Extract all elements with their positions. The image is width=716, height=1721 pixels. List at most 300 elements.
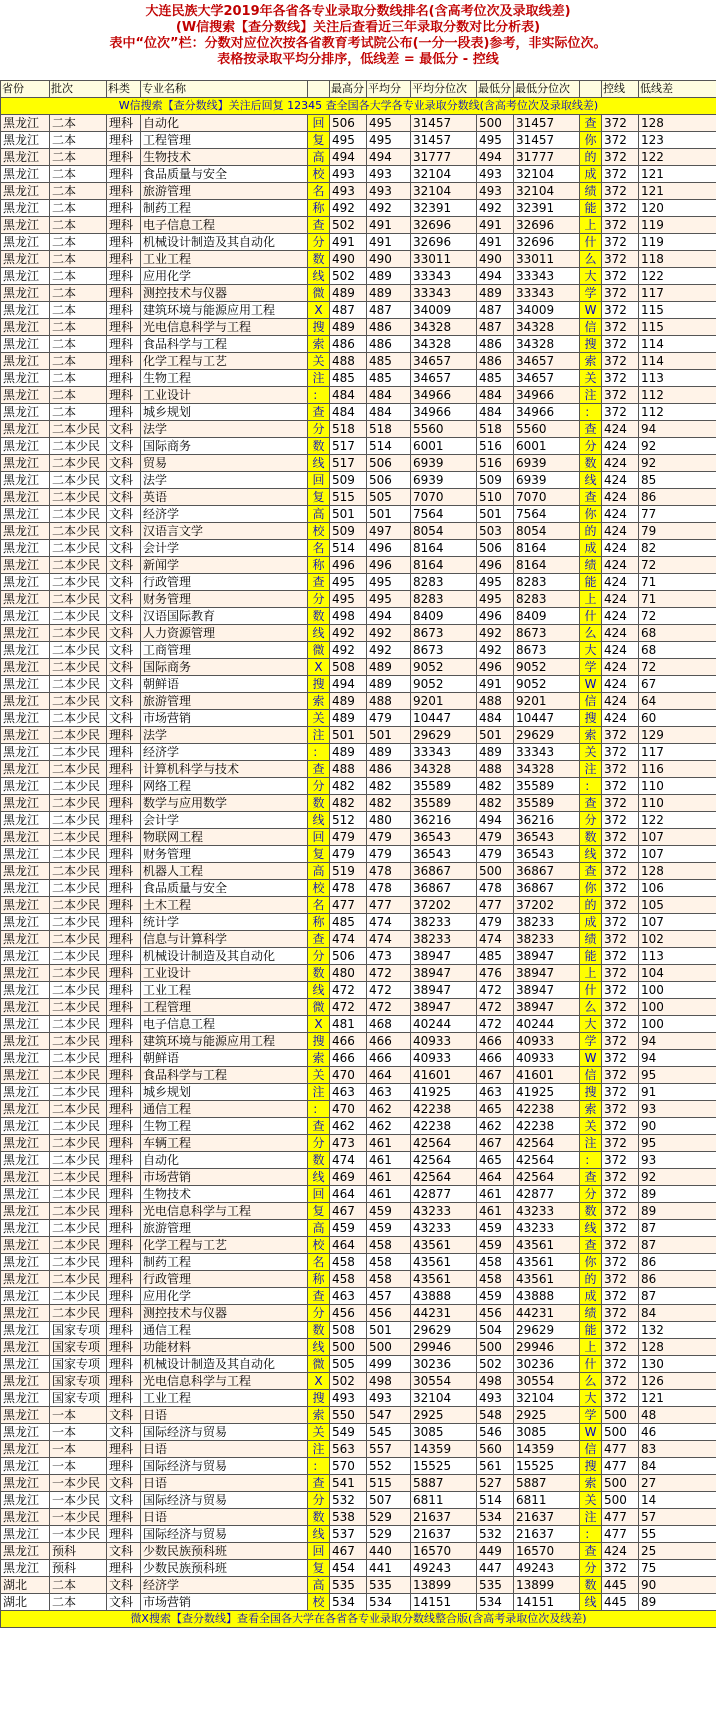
cell-min: 479 xyxy=(477,829,514,846)
cell-avg-rank: 32104 xyxy=(411,166,477,183)
cell-avg-rank: 34966 xyxy=(411,387,477,404)
cell-low-diff: 87 xyxy=(639,1237,716,1254)
side-ad-right-char: 成 xyxy=(580,1288,602,1305)
side-ad-left-char: 数 xyxy=(308,1509,330,1526)
side-ad-right-char: 索 xyxy=(580,727,602,744)
cell-control-line: 500 xyxy=(602,1424,639,1441)
table-row xyxy=(1,1237,716,1254)
cell-min-rank: 34328 xyxy=(514,336,580,353)
cell-max: 488 xyxy=(330,353,367,370)
cell-avg-rank: 34328 xyxy=(411,761,477,778)
table-row xyxy=(1,1594,716,1611)
cell-min-rank: 21637 xyxy=(514,1526,580,1543)
cell-max: 482 xyxy=(330,795,367,812)
cell-min-rank: 34966 xyxy=(514,387,580,404)
side-ad-right-char: 查 xyxy=(580,421,602,438)
cell-category: 理科 xyxy=(107,1288,141,1305)
cell-avg: 472 xyxy=(367,965,411,982)
cell-min-rank: 43561 xyxy=(514,1237,580,1254)
cell-control-line: 500 xyxy=(602,1492,639,1509)
cell-avg-rank: 38947 xyxy=(411,999,477,1016)
side-ad-left-char: 高 xyxy=(308,506,330,523)
cell-category: 文科 xyxy=(107,693,141,710)
cell-control-line: 372 xyxy=(602,1220,639,1237)
cell-control-line: 424 xyxy=(602,506,639,523)
cell-low-diff: 115 xyxy=(639,302,716,319)
cell-min: 459 xyxy=(477,1288,514,1305)
cell-province: 黑龙江 xyxy=(1,1169,50,1186)
side-ad-left-char: 线 xyxy=(308,1526,330,1543)
cell-control-line: 372 xyxy=(602,829,639,846)
side-ad-left-char: 称 xyxy=(308,200,330,217)
cell-low-diff: 60 xyxy=(639,710,716,727)
cell-major: 城乡规划 xyxy=(141,1084,308,1101)
cell-low-diff: 93 xyxy=(639,1101,716,1118)
cell-avg-rank: 8673 xyxy=(411,625,477,642)
cell-province: 黑龙江 xyxy=(1,166,50,183)
cell-batch: 二本少民 xyxy=(50,1135,107,1152)
cell-min-rank: 44231 xyxy=(514,1305,580,1322)
cell-major: 食品科学与工程 xyxy=(141,336,308,353)
cell-avg-rank: 7564 xyxy=(411,506,477,523)
cell-avg: 440 xyxy=(367,1543,411,1560)
side-ad-left-char: 高 xyxy=(308,149,330,166)
cell-avg-rank: 8054 xyxy=(411,523,477,540)
side-ad-left-char: 查 xyxy=(308,761,330,778)
cell-major: 应用化学 xyxy=(141,1288,308,1305)
cell-avg-rank: 8283 xyxy=(411,591,477,608)
cell-avg: 487 xyxy=(367,302,411,319)
cell-low-diff: 68 xyxy=(639,625,716,642)
side-ad-right-char: 关 xyxy=(580,1492,602,1509)
cell-avg: 486 xyxy=(367,336,411,353)
score-table xyxy=(0,80,716,1628)
cell-avg: 499 xyxy=(367,1356,411,1373)
cell-min-rank: 34966 xyxy=(514,404,580,421)
cell-province: 黑龙江 xyxy=(1,1441,50,1458)
cell-avg: 501 xyxy=(367,727,411,744)
cell-min-rank: 31457 xyxy=(514,115,580,132)
cell-major: 日语 xyxy=(141,1407,308,1424)
cell-control-line: 372 xyxy=(602,778,639,795)
side-ad-right-char: 索 xyxy=(580,1101,602,1118)
cell-batch: 二本少民 xyxy=(50,761,107,778)
cell-min: 506 xyxy=(477,540,514,557)
cell-low-diff: 110 xyxy=(639,778,716,795)
table-row xyxy=(1,1305,716,1322)
cell-max: 550 xyxy=(330,1407,367,1424)
cell-min: 464 xyxy=(477,1169,514,1186)
cell-min-rank: 43233 xyxy=(514,1220,580,1237)
table-row xyxy=(1,557,716,574)
side-ad-left-char: 回 xyxy=(308,115,330,132)
cell-avg: 488 xyxy=(367,693,411,710)
cell-max: 489 xyxy=(330,744,367,761)
side-ad-left-char: 分 xyxy=(308,234,330,251)
cell-category: 理科 xyxy=(107,1033,141,1050)
cell-avg-rank: 43561 xyxy=(411,1254,477,1271)
cell-category: 理科 xyxy=(107,166,141,183)
cell-province: 黑龙江 xyxy=(1,1186,50,1203)
table-row xyxy=(1,302,716,319)
cell-batch: 二本 xyxy=(50,166,107,183)
cell-low-diff: 123 xyxy=(639,132,716,149)
cell-min: 459 xyxy=(477,1220,514,1237)
cell-province: 黑龙江 xyxy=(1,999,50,1016)
col-header-min-rank: 最低分位次 xyxy=(514,81,580,98)
cell-province: 黑龙江 xyxy=(1,115,50,132)
cell-category: 理科 xyxy=(107,1016,141,1033)
cell-major: 统计学 xyxy=(141,914,308,931)
cell-province: 黑龙江 xyxy=(1,217,50,234)
cell-province: 黑龙江 xyxy=(1,1356,50,1373)
cell-max: 496 xyxy=(330,557,367,574)
cell-max: 506 xyxy=(330,948,367,965)
cell-major: 电子信息工程 xyxy=(141,217,308,234)
cell-min-rank: 41925 xyxy=(514,1084,580,1101)
cell-min-rank: 38233 xyxy=(514,914,580,931)
cell-province: 黑龙江 xyxy=(1,693,50,710)
side-ad-left-char: 数 xyxy=(308,795,330,812)
table-row xyxy=(1,1322,716,1339)
cell-min: 465 xyxy=(477,1152,514,1169)
cell-avg: 493 xyxy=(367,183,411,200)
cell-province: 黑龙江 xyxy=(1,1492,50,1509)
cell-min-rank: 38947 xyxy=(514,982,580,999)
cell-category: 理科 xyxy=(107,727,141,744)
cell-category: 理科 xyxy=(107,1339,141,1356)
cell-avg-rank: 37202 xyxy=(411,897,477,914)
cell-category: 理科 xyxy=(107,829,141,846)
cell-major: 国际经济与贸易 xyxy=(141,1492,308,1509)
table-row xyxy=(1,353,716,370)
cell-major: 市场营销 xyxy=(141,1594,308,1611)
side-ad-left-char: 注 xyxy=(308,1441,330,1458)
cell-min-rank: 49243 xyxy=(514,1560,580,1577)
cell-min-rank: 29946 xyxy=(514,1339,580,1356)
cell-batch: 二本少民 xyxy=(50,1101,107,1118)
table-row xyxy=(1,982,716,999)
side-ad-left-char: 注 xyxy=(308,1084,330,1101)
table-row xyxy=(1,1390,716,1407)
cell-control-line: 372 xyxy=(602,353,639,370)
cell-avg-rank: 43561 xyxy=(411,1237,477,1254)
cell-category: 理科 xyxy=(107,149,141,166)
side-ad-right-char: 成 xyxy=(580,540,602,557)
side-ad-right-char: 查 xyxy=(580,863,602,880)
cell-max: 456 xyxy=(330,1305,367,1322)
cell-category: 理科 xyxy=(107,319,141,336)
cell-max: 515 xyxy=(330,489,367,506)
table-row xyxy=(1,625,716,642)
cell-province: 黑龙江 xyxy=(1,1560,50,1577)
cell-batch: 二本少民 xyxy=(50,1254,107,1271)
cell-control-line: 372 xyxy=(602,1560,639,1577)
cell-min-rank: 42238 xyxy=(514,1118,580,1135)
side-ad-left-char: 名 xyxy=(308,1254,330,1271)
cell-min-rank: 40933 xyxy=(514,1050,580,1067)
side-ad-left-char: 高 xyxy=(308,1577,330,1594)
cell-batch: 一本少民 xyxy=(50,1526,107,1543)
cell-min: 472 xyxy=(477,982,514,999)
cell-low-diff: 84 xyxy=(639,1305,716,1322)
cell-min: 488 xyxy=(477,693,514,710)
cell-max: 514 xyxy=(330,540,367,557)
cell-batch: 二本 xyxy=(50,183,107,200)
cell-category: 理科 xyxy=(107,1050,141,1067)
side-ad-right-char: 大 xyxy=(580,1016,602,1033)
cell-max: 537 xyxy=(330,1526,367,1543)
cell-province: 黑龙江 xyxy=(1,1543,50,1560)
cell-control-line: 372 xyxy=(602,183,639,200)
cell-min-rank: 7564 xyxy=(514,506,580,523)
cell-min: 467 xyxy=(477,1067,514,1084)
cell-control-line: 372 xyxy=(602,1271,639,1288)
cell-max: 502 xyxy=(330,217,367,234)
cell-min: 495 xyxy=(477,132,514,149)
side-ad-left-char: X xyxy=(308,302,330,319)
cell-province: 黑龙江 xyxy=(1,1135,50,1152)
cell-low-diff: 46 xyxy=(639,1424,716,1441)
cell-min: 501 xyxy=(477,506,514,523)
cell-min: 447 xyxy=(477,1560,514,1577)
cell-batch: 二本 xyxy=(50,1577,107,1594)
cell-major: 会计学 xyxy=(141,812,308,829)
side-ad-right-char: 搜 xyxy=(580,1458,602,1475)
side-ad-left-char: 搜 xyxy=(308,1033,330,1050)
cell-major: 工业工程 xyxy=(141,1390,308,1407)
cell-major: 机械设计制造及其自动化 xyxy=(141,234,308,251)
side-ad-right-char: 的 xyxy=(580,149,602,166)
cell-max: 501 xyxy=(330,727,367,744)
cell-low-diff: 89 xyxy=(639,1203,716,1220)
cell-low-diff: 107 xyxy=(639,846,716,863)
cell-province: 黑龙江 xyxy=(1,421,50,438)
cell-control-line: 372 xyxy=(602,999,639,1016)
cell-max: 490 xyxy=(330,251,367,268)
cell-min-rank: 5560 xyxy=(514,421,580,438)
cell-min-rank: 43233 xyxy=(514,1203,580,1220)
cell-avg-rank: 5560 xyxy=(411,421,477,438)
cell-min-rank: 32696 xyxy=(514,234,580,251)
side-ad-right-char: 搜 xyxy=(580,1084,602,1101)
cell-province: 黑龙江 xyxy=(1,1390,50,1407)
cell-control-line: 372 xyxy=(602,1118,639,1135)
cell-category: 理科 xyxy=(107,285,141,302)
cell-avg-rank: 42238 xyxy=(411,1118,477,1135)
cell-major: 光电信息科学与工程 xyxy=(141,1373,308,1390)
cell-batch: 国家专项 xyxy=(50,1390,107,1407)
cell-major: 机械设计制造及其自动化 xyxy=(141,948,308,965)
cell-min: 487 xyxy=(477,302,514,319)
side-ad-right-char: 信 xyxy=(580,1067,602,1084)
cell-major: 测控技术与仪器 xyxy=(141,1305,308,1322)
cell-batch: 二本少民 xyxy=(50,574,107,591)
cell-low-diff: 100 xyxy=(639,1016,716,1033)
cell-avg: 497 xyxy=(367,523,411,540)
cell-avg: 506 xyxy=(367,455,411,472)
col-header-avg-rank: 平均分位次 xyxy=(411,81,477,98)
table-row xyxy=(1,676,716,693)
side-ad-right-char: 你 xyxy=(580,880,602,897)
cell-province: 黑龙江 xyxy=(1,625,50,642)
cell-low-diff: 82 xyxy=(639,540,716,557)
side-ad-left-char: X xyxy=(308,1373,330,1390)
cell-province: 黑龙江 xyxy=(1,1118,50,1135)
cell-category: 理科 xyxy=(107,1237,141,1254)
cell-province: 黑龙江 xyxy=(1,1254,50,1271)
cell-low-diff: 105 xyxy=(639,897,716,914)
cell-batch: 一本 xyxy=(50,1458,107,1475)
cell-avg: 529 xyxy=(367,1526,411,1543)
side-ad-left-char: 注 xyxy=(308,370,330,387)
side-ad-left-char: 搜 xyxy=(308,1390,330,1407)
cell-batch: 二本少民 xyxy=(50,710,107,727)
side-ad-left-char: 称 xyxy=(308,557,330,574)
side-ad-right-char: 你 xyxy=(580,132,602,149)
cell-major: 朝鲜语 xyxy=(141,1050,308,1067)
side-ad-right-char: 大 xyxy=(580,642,602,659)
cell-province: 黑龙江 xyxy=(1,455,50,472)
side-ad-left-char: 高 xyxy=(308,863,330,880)
cell-control-line: 424 xyxy=(602,642,639,659)
side-ad-right-char: 注 xyxy=(580,1135,602,1152)
cell-major: 工程管理 xyxy=(141,999,308,1016)
cell-max: 538 xyxy=(330,1509,367,1526)
cell-major: 会计学 xyxy=(141,540,308,557)
cell-control-line: 372 xyxy=(602,1016,639,1033)
cell-control-line: 477 xyxy=(602,1509,639,1526)
cell-avg-rank: 9052 xyxy=(411,676,477,693)
table-row xyxy=(1,1458,716,1475)
cell-avg-rank: 38947 xyxy=(411,948,477,965)
side-ad-right-char: 索 xyxy=(580,1475,602,1492)
col-header-low-diff: 低线差 xyxy=(639,81,716,98)
cell-batch: 一本少民 xyxy=(50,1492,107,1509)
cell-batch: 二本 xyxy=(50,217,107,234)
cell-category: 理科 xyxy=(107,897,141,914)
cell-max: 518 xyxy=(330,421,367,438)
cell-province: 湖北 xyxy=(1,1577,50,1594)
table-row xyxy=(1,1373,716,1390)
table-row xyxy=(1,472,716,489)
side-ad-left-char: 分 xyxy=(308,1305,330,1322)
cell-category: 理科 xyxy=(107,1271,141,1288)
cell-major: 机器人工程 xyxy=(141,863,308,880)
cell-avg-rank: 21637 xyxy=(411,1509,477,1526)
cell-low-diff: 87 xyxy=(639,1288,716,1305)
cell-batch: 二本少民 xyxy=(50,795,107,812)
table-row xyxy=(1,591,716,608)
cell-avg-rank: 33343 xyxy=(411,744,477,761)
cell-avg: 477 xyxy=(367,897,411,914)
cell-max: 473 xyxy=(330,1135,367,1152)
cell-batch: 二本少民 xyxy=(50,880,107,897)
cell-max: 487 xyxy=(330,302,367,319)
cell-min-rank: 9201 xyxy=(514,693,580,710)
cell-min: 485 xyxy=(477,370,514,387)
table-row xyxy=(1,761,716,778)
cell-avg-rank: 6939 xyxy=(411,472,477,489)
cell-control-line: 372 xyxy=(602,217,639,234)
cell-province: 黑龙江 xyxy=(1,353,50,370)
cell-batch: 二本少民 xyxy=(50,1050,107,1067)
cell-min: 486 xyxy=(477,336,514,353)
table-row xyxy=(1,506,716,523)
cell-category: 理科 xyxy=(107,931,141,948)
cell-avg-rank: 38233 xyxy=(411,914,477,931)
cell-avg-rank: 32696 xyxy=(411,234,477,251)
cell-max: 500 xyxy=(330,1339,367,1356)
cell-max: 492 xyxy=(330,642,367,659)
side-ad-left-char: 回 xyxy=(308,829,330,846)
side-ad-left-char: 校 xyxy=(308,1594,330,1611)
side-ad-right-char: 绩 xyxy=(580,931,602,948)
cell-major: 少数民族预科班 xyxy=(141,1543,308,1560)
side-ad-right-char: 索 xyxy=(580,353,602,370)
cell-min: 463 xyxy=(477,1084,514,1101)
cell-province: 黑龙江 xyxy=(1,608,50,625)
cell-avg-rank: 41925 xyxy=(411,1084,477,1101)
side-ad-left-char: 分 xyxy=(308,591,330,608)
cell-control-line: 424 xyxy=(602,489,639,506)
cell-major: 城乡规划 xyxy=(141,404,308,421)
cell-min: 484 xyxy=(477,404,514,421)
table-row xyxy=(1,846,716,863)
cell-province: 黑龙江 xyxy=(1,1067,50,1084)
cell-max: 479 xyxy=(330,846,367,863)
cell-major: 网络工程 xyxy=(141,778,308,795)
cell-control-line: 372 xyxy=(602,166,639,183)
cell-category: 理科 xyxy=(107,404,141,421)
side-ad-left-char: 回 xyxy=(308,472,330,489)
cell-min: 502 xyxy=(477,1356,514,1373)
table-row xyxy=(1,1067,716,1084)
side-ad-left-char: 回 xyxy=(308,1543,330,1560)
side-ad-left-char: 校 xyxy=(308,523,330,540)
cell-min: 479 xyxy=(477,914,514,931)
cell-category: 理科 xyxy=(107,744,141,761)
cell-low-diff: 72 xyxy=(639,557,716,574)
cell-batch: 国家专项 xyxy=(50,1373,107,1390)
cell-province: 黑龙江 xyxy=(1,523,50,540)
cell-max: 495 xyxy=(330,132,367,149)
cell-avg-rank: 8673 xyxy=(411,642,477,659)
cell-batch: 二本少民 xyxy=(50,438,107,455)
cell-avg-rank: 35589 xyxy=(411,795,477,812)
side-ad-left-char: 线 xyxy=(308,1169,330,1186)
cell-province: 黑龙江 xyxy=(1,744,50,761)
cell-low-diff: 112 xyxy=(639,387,716,404)
cell-avg-rank: 32391 xyxy=(411,200,477,217)
side-ad-right-char: 查 xyxy=(580,1169,602,1186)
cell-batch: 二本少民 xyxy=(50,846,107,863)
cell-avg: 486 xyxy=(367,319,411,336)
cell-major: 国际经济与贸易 xyxy=(141,1458,308,1475)
cell-max: 509 xyxy=(330,523,367,540)
cell-max: 532 xyxy=(330,1492,367,1509)
cell-min-rank: 5887 xyxy=(514,1475,580,1492)
side-ad-left-char: 索 xyxy=(308,336,330,353)
col-header-avg: 平均分 xyxy=(367,81,411,98)
cell-low-diff: 83 xyxy=(639,1441,716,1458)
cell-major: 化学工程与工艺 xyxy=(141,1237,308,1254)
side-ad-left-char: 高 xyxy=(308,1220,330,1237)
cell-control-line: 445 xyxy=(602,1594,639,1611)
cell-category: 文科 xyxy=(107,1424,141,1441)
side-ad-right-char: 关 xyxy=(580,744,602,761)
cell-category: 理科 xyxy=(107,234,141,251)
